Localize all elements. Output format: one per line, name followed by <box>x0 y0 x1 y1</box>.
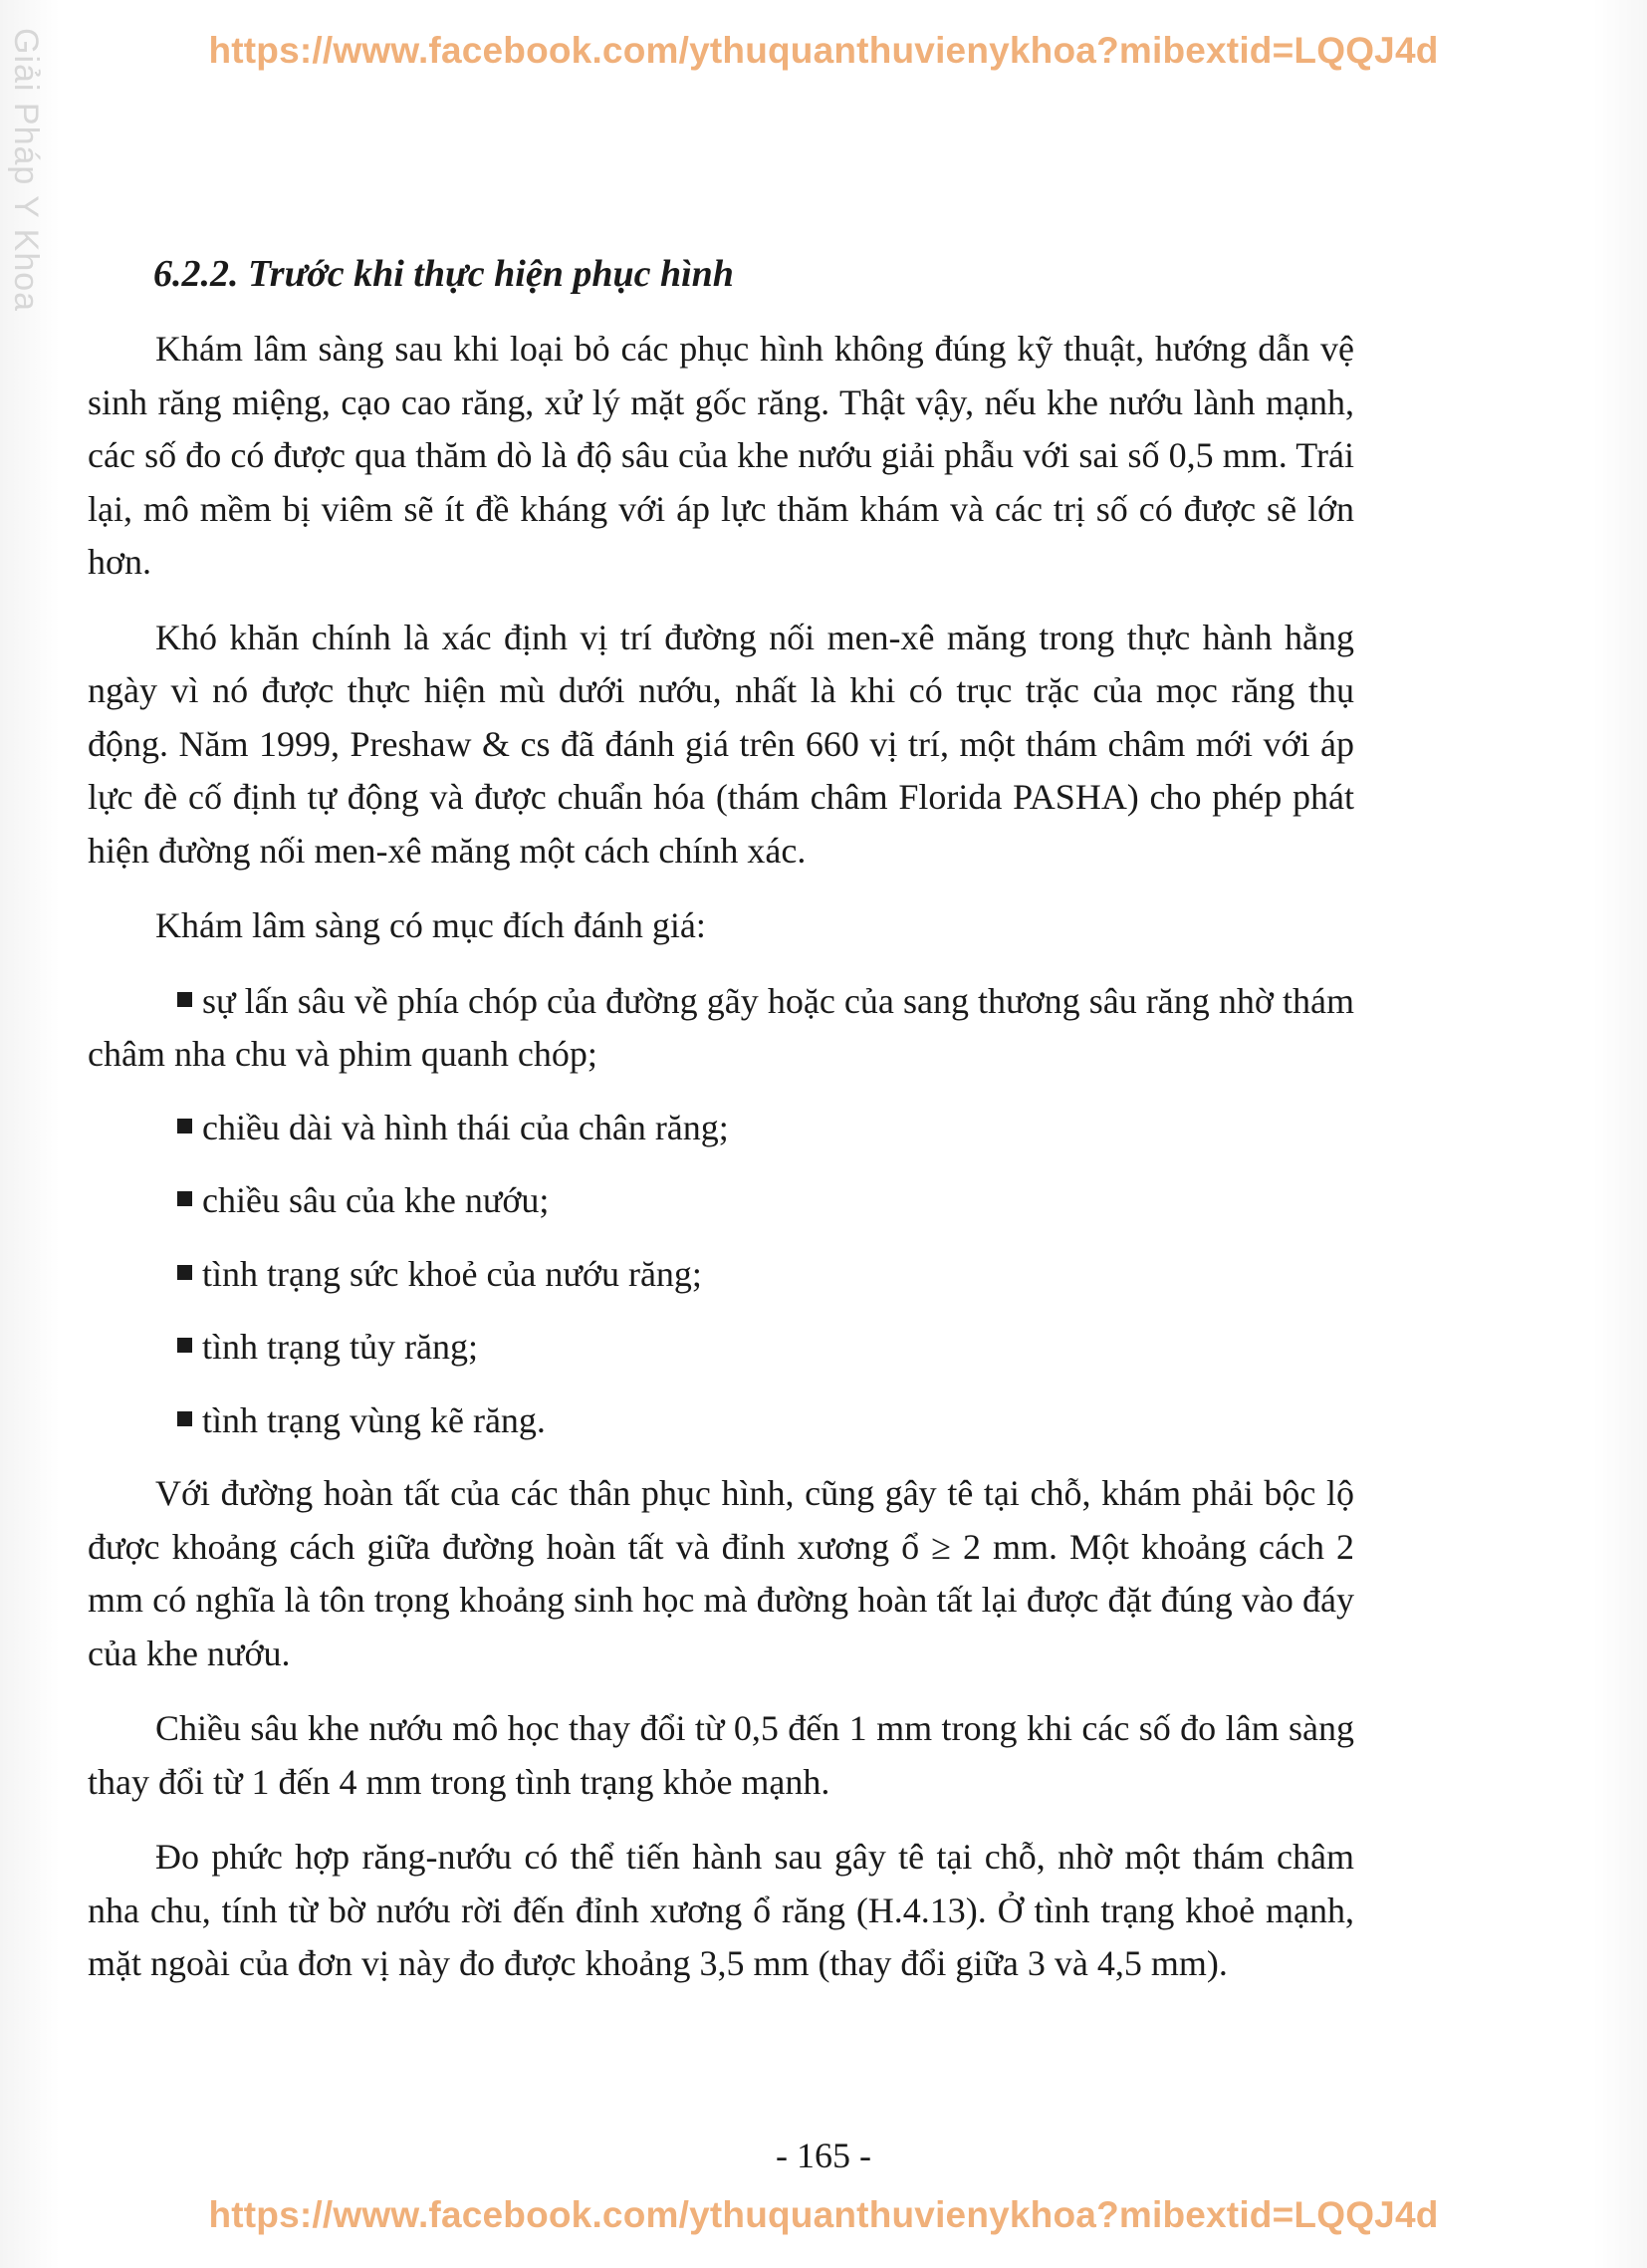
square-bullet-icon <box>177 1411 192 1426</box>
square-bullet-icon <box>177 1119 192 1134</box>
list-item <box>88 1174 1354 1228</box>
paragraph-2: Khó khăn chính là xác định vị trí đường nối men-xê măng trong thực hành hằng ngày vì nó được thực hiện mù dưới nướu, nhất là khi có trục trặc của mọc răng thụ động. Năm 1999, Preshaw & cs đã đánh giá trên 660 vị trí, một thám châm mới với áp lực đè cố định tự động và được chuẩn hóa (thám châm Florida PASHA) cho phép phát hiện đường nối men-xê măng một cách chính xác. <box>88 617 1354 871</box>
paragraph-5: Chiều sâu khe nướu mô học thay đổi từ 0,5 đến 1 mm trong khi các số đo lâm sàng thay đổi từ 1 đến 4 mm trong tình trạng khỏe mạnh. <box>88 1708 1354 1802</box>
list-item-text: tình trạng sức khoẻ của nướu răng; <box>202 1253 702 1294</box>
list-item-text: chiều sâu của khe nướu; <box>202 1180 550 1220</box>
square-bullet-icon <box>177 1191 192 1206</box>
list-item-text: sự lấn sâu về phía chóp của đường gãy hoặc của sang thương sâu răng nhờ thám châm nha chu và phim quanh chóp; <box>88 980 1354 1074</box>
document-body <box>88 247 1354 2013</box>
square-bullet-icon <box>177 1338 192 1353</box>
list-item <box>88 975 1354 1082</box>
list-item-text: tình trạng vùng kẽ răng. <box>202 1399 546 1440</box>
watermark-url-bottom: https://www.facebook.com/ythuquanthuvienykhoa?mibextid=LQQJ4d <box>208 2194 1439 2235</box>
paragraph-1: Khám lâm sàng sau khi loại bỏ các phục hình không đúng kỹ thuật, hướng dẫn vệ sinh răng miệng, cạo cao răng, xử lý mặt gốc răng. Thật vậy, nếu khe nướu lành mạnh, các số đo có được qua thăm dò là độ sâu của khe nướu giải phẫu với sai số 0,5 mm. Trái lại, mô mềm bị viêm sẽ ít đề kháng với áp lực thăm khám và các trị số có được sẽ lớn hơn. <box>88 329 1354 582</box>
side-watermark: Giải Pháp Y Khoa <box>7 28 45 313</box>
list-item <box>88 1102 1354 1155</box>
list-item-text: tình trạng tủy răng; <box>202 1327 478 1367</box>
paragraph-6: Đo phức hợp răng-nướu có thể tiến hành sau gây tê tại chỗ, nhờ một thám châm nha chu, tính từ bờ nướu rời đến đỉnh xương ổ răng (H.4.13). Ở tình trạng khoẻ mạnh, mặt ngoài của đơn vị này đo được khoảng 3,5 mm (thay đổi giữa 3 và 4,5 mm). <box>88 1837 1354 1983</box>
square-bullet-icon <box>177 1265 192 1280</box>
list-item <box>88 1321 1354 1375</box>
page-number: - 165 - <box>776 2136 871 2175</box>
assessment-list <box>88 975 1354 1448</box>
paragraph-4: Với đường hoàn tất của các thân phục hình, cũng gây tê tại chỗ, khám phải bộc lộ được khoảng cách giữa đường hoàn tất và đỉnh xương ổ ≥ 2 mm. Một khoảng cách 2 mm có nghĩa là tôn trọng khoảng sinh học mà đường hoàn tất lại được đặt đúng vào đáy của khe nướu. <box>88 1473 1354 1673</box>
list-item <box>88 1394 1354 1448</box>
square-bullet-icon <box>177 992 192 1007</box>
list-item <box>88 1248 1354 1302</box>
section-heading: 6.2.2. Trước khi thực hiện phục hình <box>153 253 734 295</box>
watermark-url-top: https://www.facebook.com/ythuquanthuvienykhoa?mibextid=LQQJ4d <box>208 30 1439 71</box>
list-item-text: chiều dài và hình thái của chân răng; <box>202 1107 729 1147</box>
paragraph-3: Khám lâm sàng có mục đích đánh giá: <box>155 905 706 945</box>
